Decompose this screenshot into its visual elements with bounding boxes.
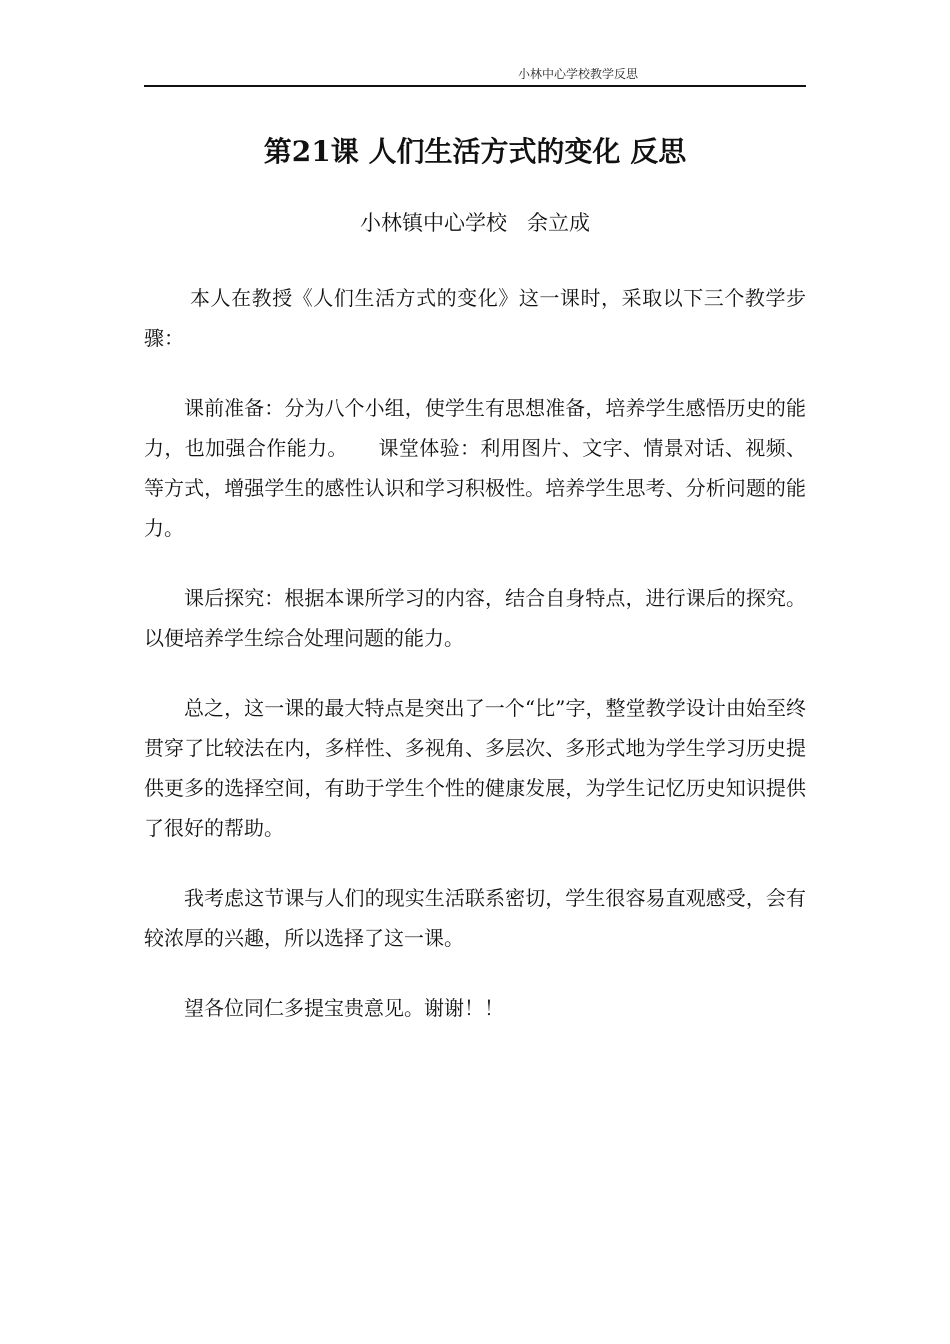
document-body xyxy=(144,278,806,1058)
paragraph-intro: 本人在教授《人们生活方式的变化》这一课时，采取以下三个教学步骤： xyxy=(144,286,806,350)
document-title: 第21课 人们生活方式的变化 反思 xyxy=(263,135,687,168)
paragraph-inquiry: 课后探究：根据本课所学习的内容，结合自身特点，进行课后的探究。以便培养学生综合处理问题的能力。 xyxy=(144,586,806,650)
page-header: 小林中心学校教学反思 xyxy=(518,67,639,81)
paragraph-reason: 我考虑这节课与人们的现实生活联系密切，学生很容易直观感受，会有较浓厚的兴趣，所以选择了这一课。 xyxy=(144,886,806,950)
paragraph-preparation: 课前准备：分为八个小组，使学生有思想准备，培养学生感悟历史的能力，也加强合作能力。 课堂体验：利用图片、文字、情景对话、视频、等方式，增强学生的感性认识和学习积极性。培养学生思考、分析问题的能力。 xyxy=(144,396,806,540)
paragraph-summary: 总之，这一课的最大特点是突出了一个“比”字，整堂教学设计由始至终贯穿了比较法在内，多样性、多视角、多层次、多形式地为学生学习历史提供更多的选择空间，有助于学生个性的健康发展，为学生记忆历史知识提供了很好的帮助。 xyxy=(144,696,806,840)
paragraph-closing: 望各位同仁多提宝贵意见。谢谢！！ xyxy=(184,996,504,1020)
header-rule xyxy=(144,85,806,87)
author-line: 小林镇中心学校 余立成 xyxy=(359,211,591,235)
